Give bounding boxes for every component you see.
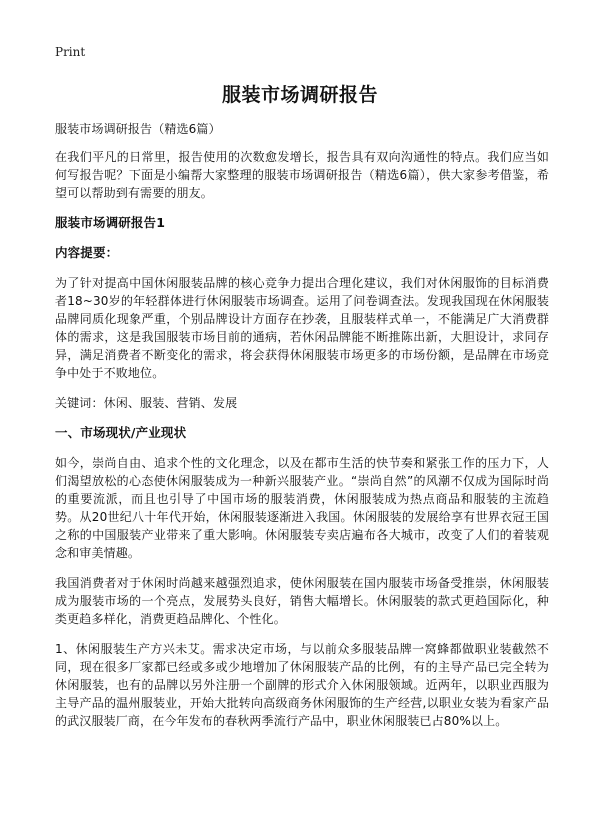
intro-paragraph: 在我们平凡的日常里，报告使用的次数愈发增长，报告具有双向沟通性的特点。我们应当如何写报告呢？下面是小编帮大家整理的服装市场调研报告（精选6篇），供大家参考借鉴，希望可以帮助到有需要的朋友。 bbox=[55, 150, 549, 200]
market-status-heading: 一、市场现状/产业现状 bbox=[55, 425, 187, 440]
subtitle: 服装市场调研报告（精选6篇） bbox=[55, 122, 221, 136]
print-link[interactable]: Print bbox=[55, 45, 86, 59]
keywords-line: 关键词：休闲、服装、营销、发展 bbox=[55, 396, 238, 410]
page-title: 服装市场调研报告 bbox=[221, 84, 378, 106]
document-body bbox=[55, 120, 549, 742]
summary-paragraph: 为了针对提高中国休闲服装品牌的核心竞争力提出合理化建议，我们对休闲服饰的目标消费者18~30岁的年轻群体进行休闲服装市场调查。运用了问卷调查法。发现我国现在休闲服装品牌同质化现象严重，个别品牌设计方面存在抄袭，且服装样式单一，不能满足广大消费群体的需求，这是我国服装市场目前的通病，若休闲品牌能不断推陈出新，大胆设计，求同存异，满足消费者不断变化的需求，将会获得休闲服装市场更多的市场份额，是品牌在市场竞争中处于不败地位。 bbox=[55, 276, 549, 380]
market-paragraph-1: 如今，崇尚自由、追求个性的文化理念，以及在都市生活的快节奏和紧张工作的压力下，人们渴望放松的心态使休闲服装成为一种新兴服装产业。“崇尚自然”的风潮不仅成为国际时尚的重要流派，而且也引导了中国市场的服装消费，休闲服装成为热点商品和服装的主流趋势。从20世纪八十年代开始，休闲服装逐渐进入我国。休闲服装的发展给享有世界衣冠王国之称的中国服装产业带来了重大影响。休闲服装专卖店遍布各大城市，改变了人们的着装观念和审美情趣。 bbox=[55, 456, 549, 560]
summary-heading: 内容提要： bbox=[55, 245, 119, 260]
market-paragraph-3: 1、休闲服装生产方兴未艾。需求决定市场，与以前众多服装品牌一窝蜂都做职业装截然不同，现在很多厂家都已经或多或少地增加了休闲服装产品的比例，有的主导产品已完全转为休闲服装，也有的品牌以另外注册一个副牌的形式介入休闲服领域。近两年，以职业西服为主导产品的温州服装业，开始大批转向高级商务休闲服饰的生产经营,以职业女装为看家产品的武汉服装厂商，在今年发布的春秋两季流行产品中，职业休闲服装已占80%以上。 bbox=[55, 642, 549, 728]
market-paragraph-2: 我国消费者对于休闲时尚越来越强烈追求，使休闲服装在国内服装市场备受推崇，休闲服装成为服装市场的一个亮点，发展势头良好，销售大幅增长。休闲服装的款式更趋国际化，种类更趋多样化，消费更趋品牌化、个性化。 bbox=[55, 576, 549, 626]
section-heading: 服装市场调研报告1 bbox=[55, 215, 166, 230]
